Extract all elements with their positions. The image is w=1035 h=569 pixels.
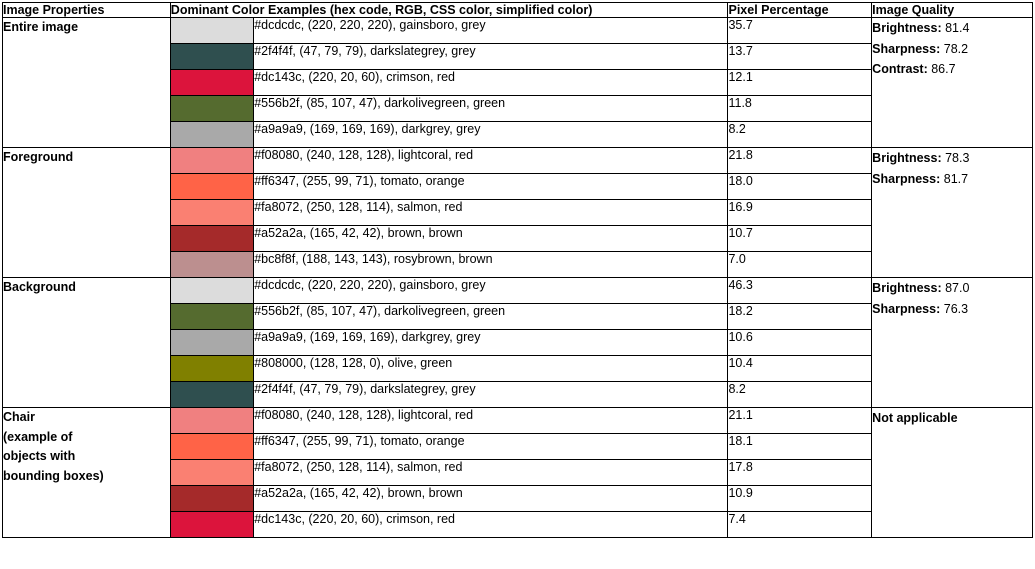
property-label-line: bounding boxes)	[3, 468, 104, 483]
color-swatch-cell	[170, 252, 253, 278]
quality-metric-value: 78.2	[940, 41, 969, 56]
color-swatch	[171, 460, 253, 485]
color-swatch-cell	[170, 278, 253, 304]
quality-metric	[872, 278, 1032, 298]
property-label-chair	[3, 408, 171, 538]
header-dominant-colors: Dominant Color Examples (hex code, RGB, CSS color, simplified color)	[170, 3, 728, 18]
pixel-percentage-value: 13.7	[728, 44, 872, 70]
pixel-percentage-value: 10.7	[728, 226, 872, 252]
color-swatch-cell	[170, 356, 253, 382]
color-swatch-cell	[170, 382, 253, 408]
color-swatch	[171, 330, 253, 355]
pixel-percentage-value: 12.1	[728, 70, 872, 96]
quality-metric-label: Sharpness:	[872, 41, 941, 56]
color-description: #a52a2a, (165, 42, 42), brown, brown	[254, 226, 728, 252]
quality-metric	[872, 299, 1032, 319]
color-description: #dcdcdc, (220, 220, 220), gainsboro, grey	[254, 18, 728, 44]
quality-metric	[872, 169, 1032, 189]
color-swatch	[171, 278, 253, 303]
color-description: #a9a9a9, (169, 169, 169), darkgrey, grey	[254, 122, 728, 148]
color-description: #ff6347, (255, 99, 71), tomato, orange	[254, 174, 728, 200]
pixel-percentage-value: 10.9	[728, 486, 872, 512]
property-label-line: Entire image	[3, 20, 79, 35]
pixel-percentage-value: 46.3	[728, 278, 872, 304]
color-description: #fa8072, (250, 128, 114), salmon, red	[254, 460, 728, 486]
color-swatch-cell	[170, 70, 253, 96]
color-swatch	[171, 226, 253, 251]
color-swatch-cell	[170, 434, 253, 460]
color-swatch	[171, 486, 253, 511]
image-quality-cell	[872, 148, 1033, 278]
color-swatch	[171, 200, 253, 225]
pixel-percentage-value: 17.8	[728, 460, 872, 486]
color-swatch	[171, 512, 253, 537]
property-label-entire-image	[3, 18, 171, 148]
image-quality-cell	[872, 18, 1033, 148]
color-description: #2f4f4f, (47, 79, 79), darkslategrey, grey	[254, 44, 728, 70]
quality-metric-label: Brightness:	[872, 281, 942, 296]
property-label-line: objects with	[3, 449, 76, 464]
color-swatch-cell	[170, 486, 253, 512]
quality-metric-label: Brightness:	[872, 21, 942, 36]
color-swatch	[171, 304, 253, 329]
color-swatch	[171, 44, 253, 69]
color-description: #556b2f, (85, 107, 47), darkolivegreen, green	[254, 96, 728, 122]
pixel-percentage-value: 18.1	[728, 434, 872, 460]
color-swatch-cell	[170, 18, 253, 44]
quality-metric-value: 78.3	[941, 151, 970, 166]
quality-metric-value: 86.7	[927, 61, 956, 76]
table-row	[3, 408, 1033, 434]
pixel-percentage-value: 18.2	[728, 304, 872, 330]
color-description: #dc143c, (220, 20, 60), crimson, red	[254, 512, 728, 538]
property-label-foreground	[3, 148, 171, 278]
quality-metric-label: Sharpness:	[872, 301, 941, 316]
color-swatch	[171, 382, 253, 407]
pixel-percentage-value: 11.8	[728, 96, 872, 122]
property-label-line: Foreground	[3, 150, 74, 165]
color-swatch-cell	[170, 512, 253, 538]
image-properties-table	[2, 2, 1033, 538]
color-swatch	[171, 434, 253, 459]
color-swatch	[171, 70, 253, 95]
pixel-percentage-value: 35.7	[728, 18, 872, 44]
image-quality-cell	[872, 278, 1033, 408]
header-pixel-percentage: Pixel Percentage	[728, 3, 872, 18]
pixel-percentage-value: 16.9	[728, 200, 872, 226]
table-row	[3, 278, 1033, 304]
color-description: #dcdcdc, (220, 220, 220), gainsboro, grey	[254, 278, 728, 304]
color-description: #bc8f8f, (188, 143, 143), rosybrown, brown	[254, 252, 728, 278]
property-label-background	[3, 278, 171, 408]
color-swatch-cell	[170, 122, 253, 148]
color-swatch-cell	[170, 174, 253, 200]
color-swatch	[171, 408, 253, 433]
quality-metric	[872, 39, 1032, 59]
pixel-percentage-value: 10.6	[728, 330, 872, 356]
quality-metric-label: Sharpness:	[872, 171, 941, 186]
color-swatch-cell	[170, 148, 253, 174]
pixel-percentage-value: 21.8	[728, 148, 872, 174]
property-label-line: Background	[3, 280, 76, 295]
quality-metric-value: 81.4	[941, 21, 970, 36]
color-swatch-cell	[170, 304, 253, 330]
color-swatch	[171, 148, 253, 173]
quality-metric-label: Contrast:	[872, 61, 928, 76]
image-quality-cell	[872, 408, 1033, 538]
quality-metric-value: 81.7	[940, 171, 969, 186]
table-row	[3, 148, 1033, 174]
pixel-percentage-value: 18.0	[728, 174, 872, 200]
pixel-percentage-value: 7.0	[728, 252, 872, 278]
pixel-percentage-value: 7.4	[728, 512, 872, 538]
pixel-percentage-value: 8.2	[728, 122, 872, 148]
color-swatch	[171, 18, 253, 43]
color-swatch-cell	[170, 200, 253, 226]
color-swatch-cell	[170, 330, 253, 356]
table-body	[3, 18, 1033, 538]
color-swatch-cell	[170, 44, 253, 70]
color-description: #2f4f4f, (47, 79, 79), darkslategrey, grey	[254, 382, 728, 408]
header-image-properties: Image Properties	[3, 3, 171, 18]
header-row	[3, 3, 1033, 18]
color-swatch-cell	[170, 408, 253, 434]
quality-metric	[872, 148, 1032, 168]
color-swatch-cell	[170, 226, 253, 252]
color-description: #a9a9a9, (169, 169, 169), darkgrey, grey	[254, 330, 728, 356]
header-image-quality: Image Quality	[872, 3, 1033, 18]
property-label-line: Chair	[3, 410, 35, 425]
quality-not-applicable: Not applicable	[872, 411, 958, 426]
color-swatch	[171, 252, 253, 277]
color-swatch	[171, 122, 253, 147]
color-description: #fa8072, (250, 128, 114), salmon, red	[254, 200, 728, 226]
color-description: #f08080, (240, 128, 128), lightcoral, red	[254, 408, 728, 434]
color-swatch-cell	[170, 460, 253, 486]
color-description: #ff6347, (255, 99, 71), tomato, orange	[254, 434, 728, 460]
quality-metric-value: 76.3	[940, 301, 969, 316]
table-header	[3, 3, 1033, 18]
pixel-percentage-value: 21.1	[728, 408, 872, 434]
quality-metric-value: 87.0	[941, 281, 970, 296]
color-swatch	[171, 356, 253, 381]
color-description: #f08080, (240, 128, 128), lightcoral, red	[254, 148, 728, 174]
quality-metric-label: Brightness:	[872, 151, 942, 166]
quality-metric	[872, 59, 1032, 79]
color-swatch	[171, 96, 253, 121]
color-description: #dc143c, (220, 20, 60), crimson, red	[254, 70, 728, 96]
color-description: #808000, (128, 128, 0), olive, green	[254, 356, 728, 382]
color-description: #556b2f, (85, 107, 47), darkolivegreen, green	[254, 304, 728, 330]
image-properties-sheet	[0, 2, 1035, 569]
color-description: #a52a2a, (165, 42, 42), brown, brown	[254, 486, 728, 512]
pixel-percentage-value: 10.4	[728, 356, 872, 382]
pixel-percentage-value: 8.2	[728, 382, 872, 408]
color-swatch-cell	[170, 96, 253, 122]
color-swatch	[171, 174, 253, 199]
table-row	[3, 18, 1033, 44]
property-label-line: (example of	[3, 429, 73, 444]
quality-metric	[872, 18, 1032, 38]
